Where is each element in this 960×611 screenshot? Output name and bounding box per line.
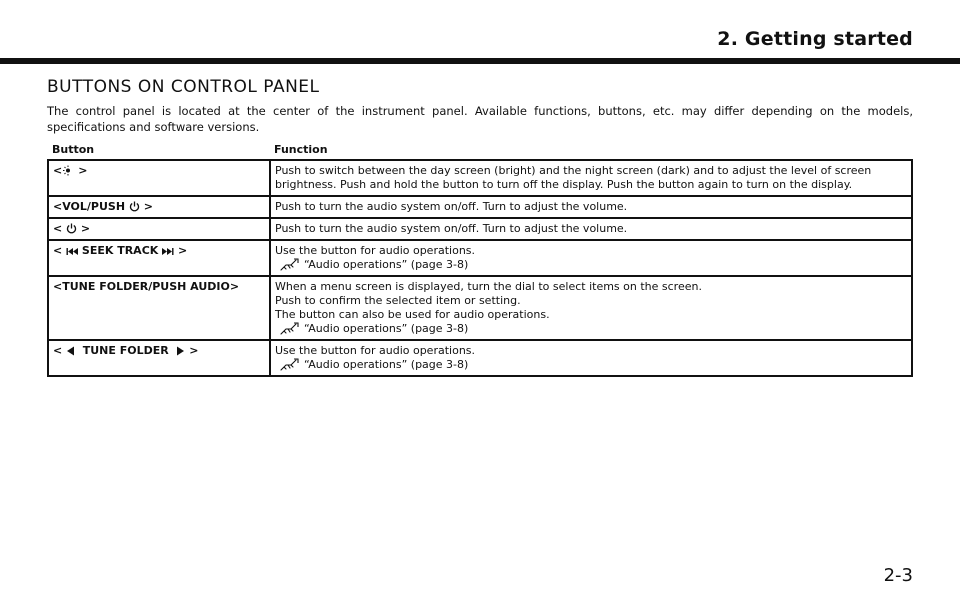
cross-reference[interactable]: “Audio operations” (page 3-8) — [275, 322, 907, 336]
button-cell: <TUNE FOLDER/PUSH AUDIO> — [48, 276, 270, 340]
skip-forward-icon — [162, 247, 174, 256]
button-cell: < > — [48, 160, 270, 196]
button-cell: < > — [48, 218, 270, 240]
reference-hand-icon — [280, 358, 300, 371]
right-triangle-icon — [176, 346, 185, 356]
power-icon — [129, 201, 140, 212]
function-cell: Use the button for audio operations. “Audio operations” (page 3-8) — [270, 240, 912, 276]
cross-reference[interactable]: “Audio operations” (page 3-8) — [275, 258, 907, 272]
section-title: BUTTONS ON CONTROL PANEL — [47, 77, 320, 97]
function-cell: Push to turn the audio system on/off. Turn to adjust the volume. — [270, 196, 912, 218]
chapter-title: 2. Getting started — [717, 28, 913, 50]
left-triangle-icon — [66, 346, 75, 356]
table-row — [48, 276, 912, 340]
reference-hand-icon — [280, 322, 300, 335]
column-header-button: Button — [52, 142, 95, 156]
header-rule — [0, 58, 960, 64]
table-row — [48, 240, 912, 276]
column-header-function: Function — [274, 142, 328, 156]
skip-back-icon — [66, 247, 78, 256]
table-row — [48, 218, 912, 240]
button-cell: <VOL/PUSH > — [48, 196, 270, 218]
function-cell: Use the button for audio operations. “Audio operations” (page 3-8) — [270, 340, 912, 376]
function-cell: Push to switch between the day screen (bright) and the night screen (dark) and to adjust the level of screen brightness. Push and hold the button to turn off the display. Push the button again to turn on the display. — [270, 160, 912, 196]
intro-paragraph: The control panel is located at the center of the instrument panel. Available functions, buttons, etc. may differ depending on the models, specifications and software versions. — [47, 104, 913, 134]
button-cell: < TUNE FOLDER > — [48, 340, 270, 376]
table-row — [48, 160, 912, 196]
page-number: 2-3 — [883, 565, 913, 586]
buttons-table — [47, 142, 913, 377]
button-cell: < SEEK TRACK > — [48, 240, 270, 276]
brightness-icon — [62, 165, 78, 176]
power-icon — [66, 223, 77, 234]
table-row — [48, 340, 912, 376]
table-row — [48, 196, 912, 218]
reference-hand-icon — [280, 258, 300, 271]
cross-reference[interactable]: “Audio operations” (page 3-8) — [275, 358, 907, 372]
function-cell: When a menu screen is displayed, turn the dial to select items on the screen. Push to confirm the selected item or setting. The button can also be used for audio operations. “Audio operations” (page 3-8) — [270, 276, 912, 340]
function-cell: Push to turn the audio system on/off. Turn to adjust the volume. — [270, 218, 912, 240]
